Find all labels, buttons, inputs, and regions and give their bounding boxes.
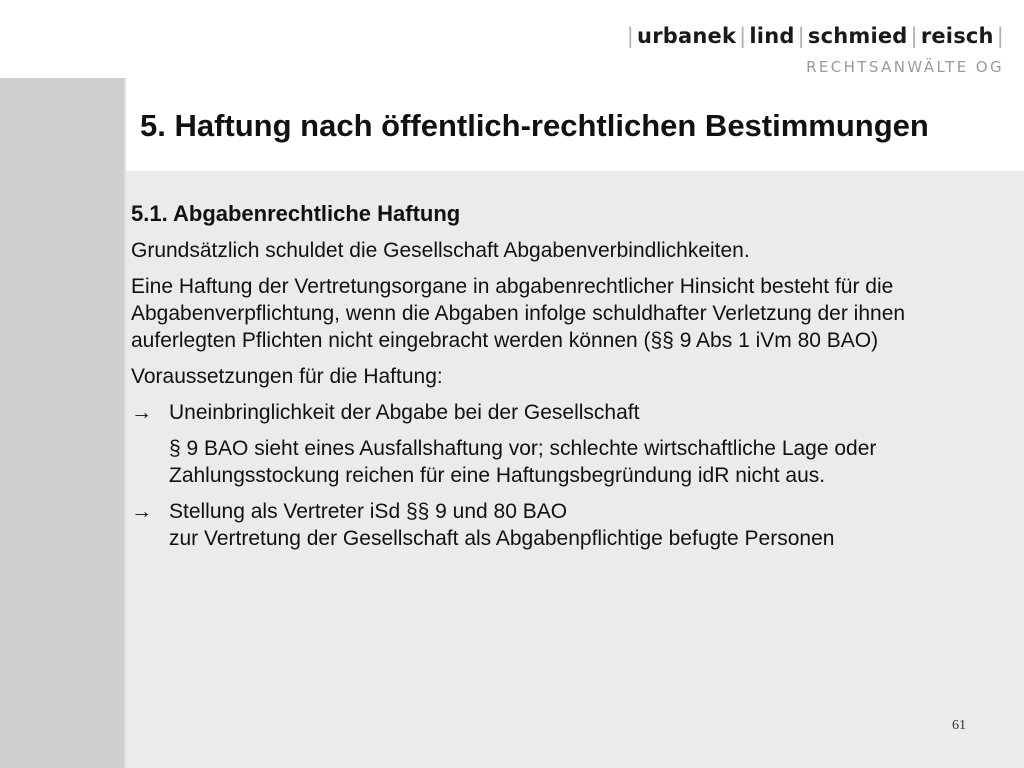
arrow-right-icon: → bbox=[131, 401, 152, 424]
arrow-right-icon: → bbox=[131, 500, 152, 523]
logo-separator: | bbox=[626, 24, 635, 48]
logo-name-lind: lind bbox=[749, 24, 795, 48]
logo-separator: | bbox=[910, 24, 918, 48]
firm-logo-names bbox=[627, 24, 1004, 48]
slide-title: 5. Haftung nach öffentlich-rechtlichen Bestimmungen bbox=[140, 108, 929, 143]
arrow-list-item-1-detail: § 9 BAO sieht eines Ausfallshaftung vor; schlechte wirtschaftliche Lage oder Zahlungsstockung reichen für eine Haftungsbegründung idR nicht aus. bbox=[169, 437, 877, 487]
arrow-list-item-2-text: Stellung als Vertreter iSd §§ 9 und 80 BAO bbox=[169, 500, 568, 523]
section-heading: 5.1. Abgabenrechtliche Haftung bbox=[131, 201, 461, 226]
logo-name-urbanek: urbanek bbox=[637, 24, 737, 48]
logo-name-schmied: schmied bbox=[807, 24, 908, 48]
logo-separator: | bbox=[996, 24, 1004, 48]
arrow-list-item-1-text: Uneinbringlichkeit der Abgabe bei der Gesellschaft bbox=[169, 401, 640, 424]
paragraph-2: Eine Haftung der Vertretungsorgane in abgabenrechtlicher Hinsicht besteht für die Abgabenverpflichtung, wenn die Abgaben infolge schuldhafter Verletzung der ihnen auferlegten Pflichten nicht eingebracht werden können (§§ 9 Abs 1 iVm 80 BAO) bbox=[131, 275, 906, 352]
arrow-list-item-1 bbox=[131, 399, 991, 426]
firm-logo-subtitle: RECHTSANWÄLTE OG bbox=[806, 58, 1004, 76]
logo-separator: | bbox=[797, 24, 805, 48]
paragraph-3: Voraussetzungen für die Haftung: bbox=[131, 365, 443, 388]
logo-separator: | bbox=[739, 24, 747, 48]
firm-logo bbox=[627, 24, 1004, 76]
arrow-list-item-2 bbox=[131, 498, 991, 552]
page-number: 61 bbox=[952, 718, 966, 733]
arrow-list-item-2-detail: zur Vertretung der Gesellschaft als Abgabenpflichtige befugte Personen bbox=[169, 527, 835, 550]
left-sidebar-bar bbox=[0, 78, 126, 768]
paragraph-1: Grundsätzlich schuldet die Gesellschaft Abgabenverbindlichkeiten. bbox=[131, 239, 750, 262]
logo-name-reisch: reisch bbox=[920, 24, 994, 48]
slide-body bbox=[131, 200, 991, 561]
